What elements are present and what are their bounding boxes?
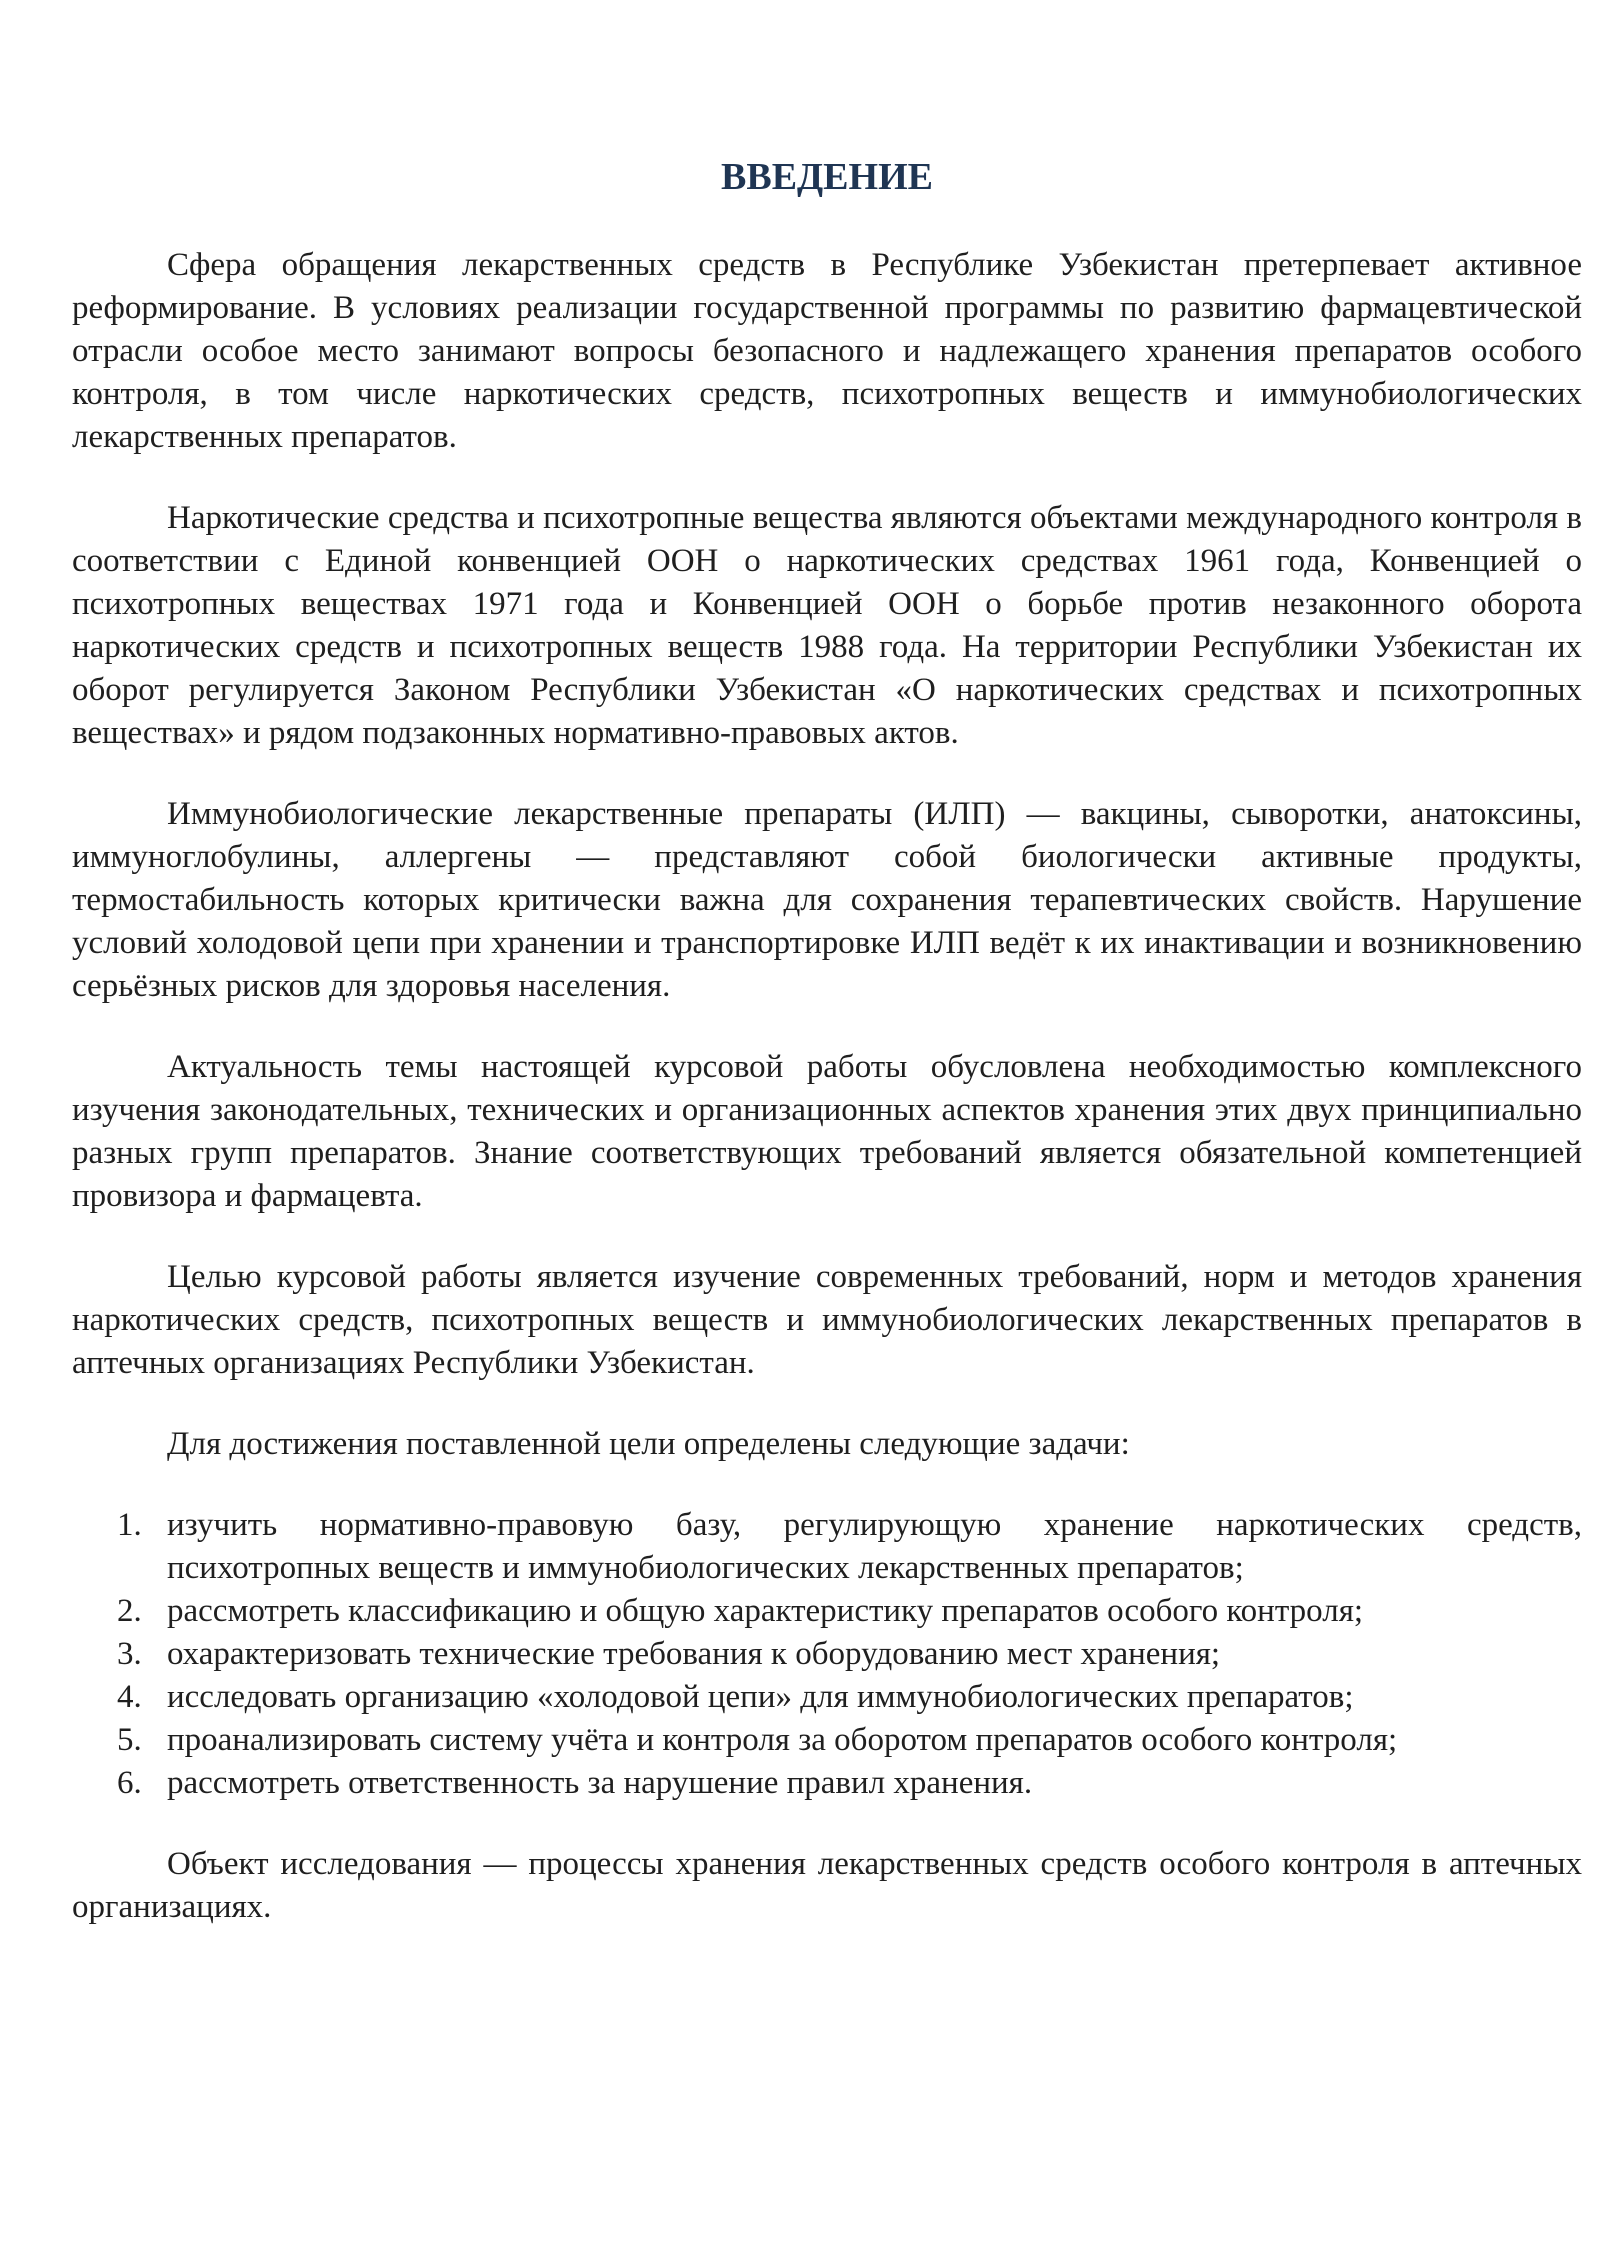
paragraph-relevance: Актуальность темы настоящей курсовой работы обусловлена необходимостью комплексного изучения законодательных, технических и организационных аспектов хранения этих двух принципиально разных групп препаратов. Знание соответствующих требований является обязательной компетенцией провизора и фармацевта. <box>72 1049 1582 1214</box>
paragraph-narcotics-control: Наркотические средства и психотропные вещества являются объектами международного контроля в соответствии с Единой конвенцией ООН о наркотических средствах 1961 года, Конвенцией о психотропных веществах 1971 года и Конвенцией ООН о борьбе против незаконного оборота наркотических средств и психотропных веществ 1988 года. На территории Республики Узбекистан их оборот регулируется Законом Республики Узбекистан «О наркотических средствах и психотропных веществах» и рядом подзаконных нормативно-правовых актов. <box>72 500 1582 751</box>
list-item <box>72 1719 1582 1762</box>
list-item-number: 5. <box>117 1722 142 1758</box>
list-item-number: 6. <box>117 1765 142 1801</box>
list-item-text: рассмотреть классификацию и общую характеристику препаратов особого контроля; <box>167 1593 1364 1629</box>
paragraph-immunobiological: Иммунобиологические лекарственные препараты (ИЛП) — вакцины, сыворотки, анатоксины, иммуноглобулины, аллергены — представляют собой биологически активные продукты, термостабильность которых критически важна для сохранения терапевтических свойств. Нарушение условий холодовой цепи при хранении и транспортировке ИЛП ведёт к их инактивации и возникновению серьёзных рисков для здоровья населения. <box>72 796 1582 1004</box>
list-item-text: охарактеризовать технические требования к оборудованию мест хранения; <box>167 1636 1221 1672</box>
paragraph-tasks-intro: Для достижения поставленной цели определены следующие задачи: <box>167 1426 1130 1462</box>
list-item-number: 3. <box>117 1636 142 1672</box>
list-item-text: исследовать организацию «холодовой цепи» для иммунобиологических препаратов; <box>167 1679 1354 1715</box>
task-list <box>72 1504 1582 1805</box>
list-item <box>72 1504 1582 1590</box>
list-item-number: 2. <box>117 1593 142 1629</box>
list-item <box>72 1590 1582 1633</box>
list-item-text: проанализировать систему учёта и контроля за оборотом препаратов особого контроля; <box>167 1722 1398 1758</box>
page-title: ВВЕДЕНИЕ <box>721 156 933 198</box>
paragraph-research-object: Объект исследования — процессы хранения лекарственных средств особого контроля в аптечных организациях. <box>72 1846 1582 1925</box>
list-item-number: 1. <box>117 1507 142 1543</box>
list-item <box>72 1676 1582 1719</box>
list-item <box>72 1633 1582 1676</box>
document-page <box>72 150 1582 1967</box>
list-item <box>72 1762 1582 1805</box>
paragraph-goal: Целью курсовой работы является изучение современных требований, норм и методов хранения наркотических средств, психотропных веществ и иммунобиологических лекарственных препаратов в аптечных организациях Республики Узбекистан. <box>72 1259 1582 1381</box>
list-item-text: изучить нормативно-правовую базу, регулирующую хранение наркотических средств, психотропных веществ и иммунобиологических лекарственных препаратов; <box>167 1507 1582 1586</box>
list-item-text: рассмотреть ответственность за нарушение правил хранения. <box>167 1765 1033 1801</box>
paragraph-intro: Сфера обращения лекарственных средств в Республике Узбекистан претерпевает активное реформирование. В условиях реализации государственной программы по развитию фармацевтической отрасли особое место занимают вопросы безопасного и надлежащего хранения препаратов особого контроля, в том числе наркотических средств, психотропных веществ и иммунобиологических лекарственных препаратов. <box>72 247 1582 455</box>
list-item-number: 4. <box>117 1679 142 1715</box>
